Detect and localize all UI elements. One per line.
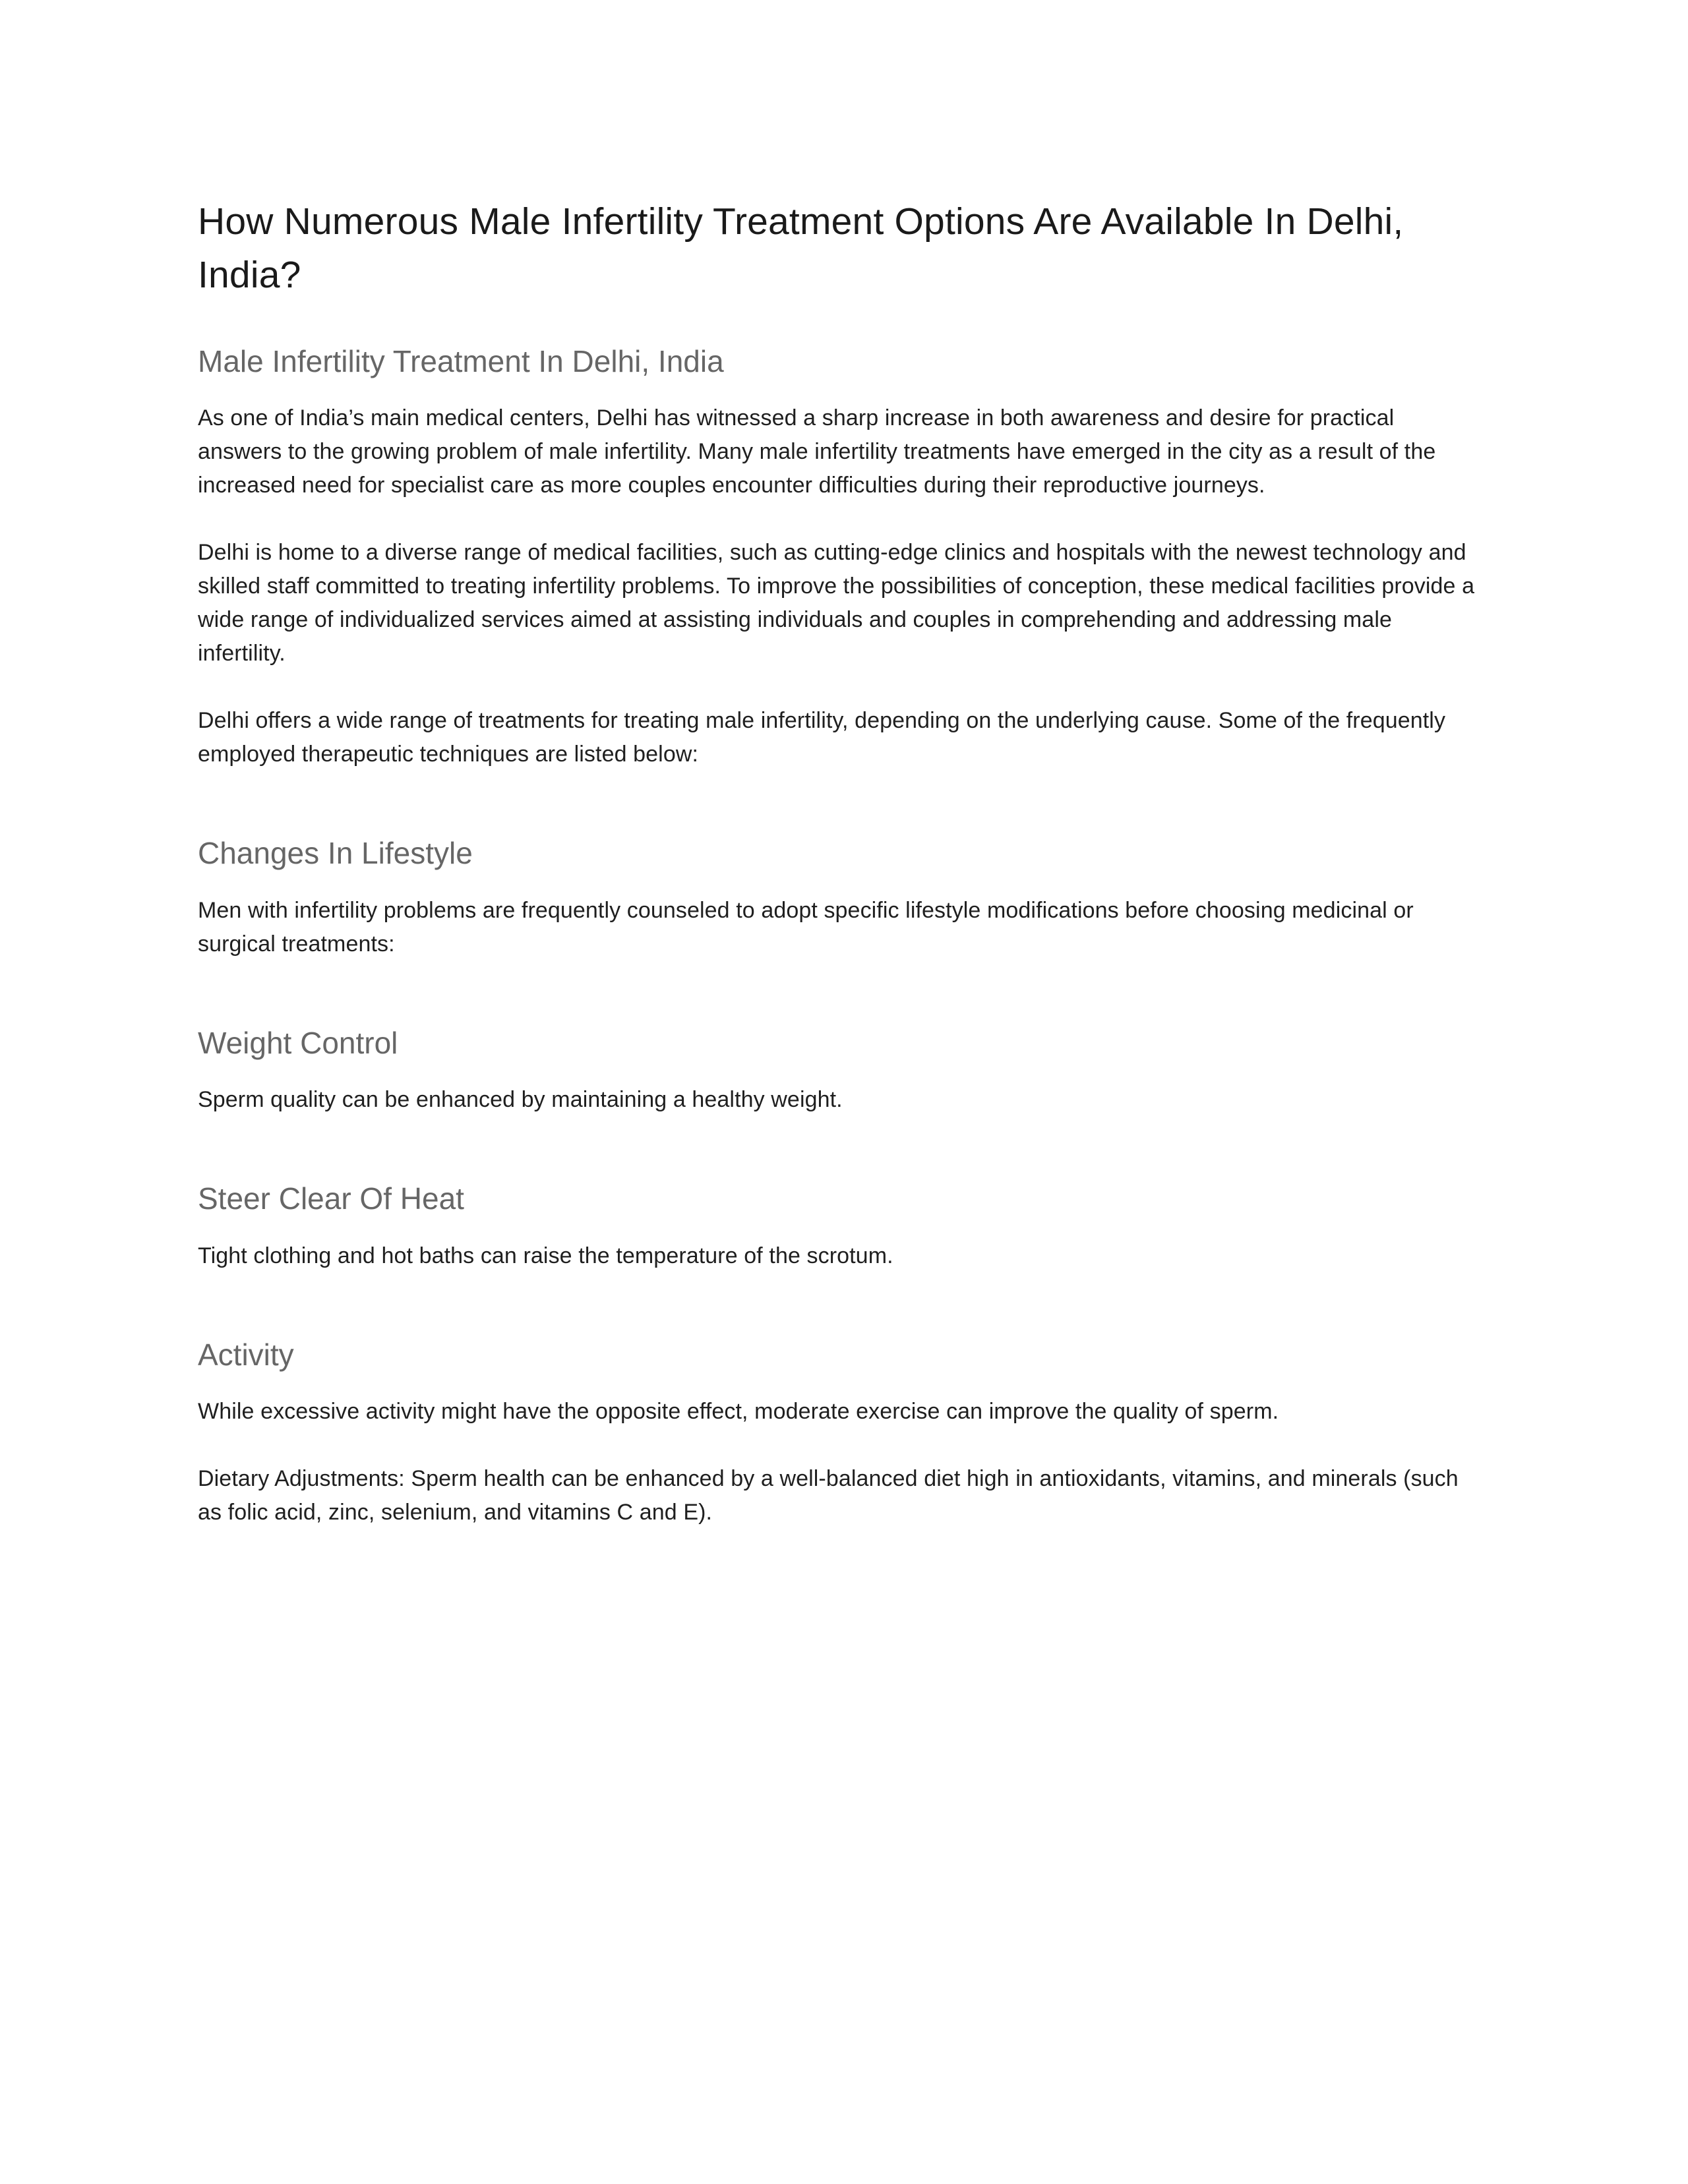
section-activity: [198, 1336, 1482, 1530]
paragraph: Delhi offers a wide range of treatments for treating male infertility, depending on the underlying cause. Some of the frequently employed therapeutic techniques are listed below:: [198, 708, 1446, 767]
paragraph: Dietary Adjustments: Sperm health can be enhanced by a well-balanced diet high in antioxidants, vitamins, and minerals (such as folic acid, zinc, selenium, and vitamins C and E).: [198, 1466, 1459, 1525]
section-weight-control: [198, 1024, 1482, 1117]
paragraph: Sperm quality can be enhanced by maintaining a healthy weight.: [198, 1087, 843, 1113]
section-changes-in-lifestyle: [198, 835, 1482, 961]
document-title: How Numerous Male Infertility Treatment Options Are Available In Delhi, India?: [198, 200, 1404, 296]
section-heading: Changes In Lifestyle: [198, 836, 473, 871]
paragraph: As one of India’s main medical centers, Delhi has witnessed a sharp increase in both awareness and desire for practical answers to the growing problem of male infertility. Many male infertility treatments have emerged in the city as a result of the increased need for specialist care as more couples encounter difficulties during their reproductive journeys.: [198, 405, 1436, 498]
paragraph: Men with infertility problems are frequently counseled to adopt specific lifestyle modifications before choosing medicinal or surgical treatments:: [198, 897, 1414, 957]
section-steer-clear-of-heat: [198, 1180, 1482, 1273]
section-heading: Weight Control: [198, 1025, 398, 1060]
paragraph: Tight clothing and hot baths can raise the temperature of the scrotum.: [198, 1243, 893, 1268]
paragraph: While excessive activity might have the opposite effect, moderate exercise can improve the quality of sperm.: [198, 1399, 1279, 1425]
paragraph: Delhi is home to a diverse range of medical facilities, such as cutting-edge clinics and hospitals with the newest technology and skilled staff committed to treating infertility problems. To improve the possibilities of conception, these medical facilities provide a wide range of individualized services aimed at assisting individuals and couples in comprehending and addressing male infertility.: [198, 540, 1475, 666]
section-heading: Steer Clear Of Heat: [198, 1181, 464, 1216]
section-intro: [198, 343, 1482, 772]
section-heading: Male Infertility Treatment In Delhi, India: [198, 343, 724, 378]
section-heading: Activity: [198, 1337, 294, 1372]
